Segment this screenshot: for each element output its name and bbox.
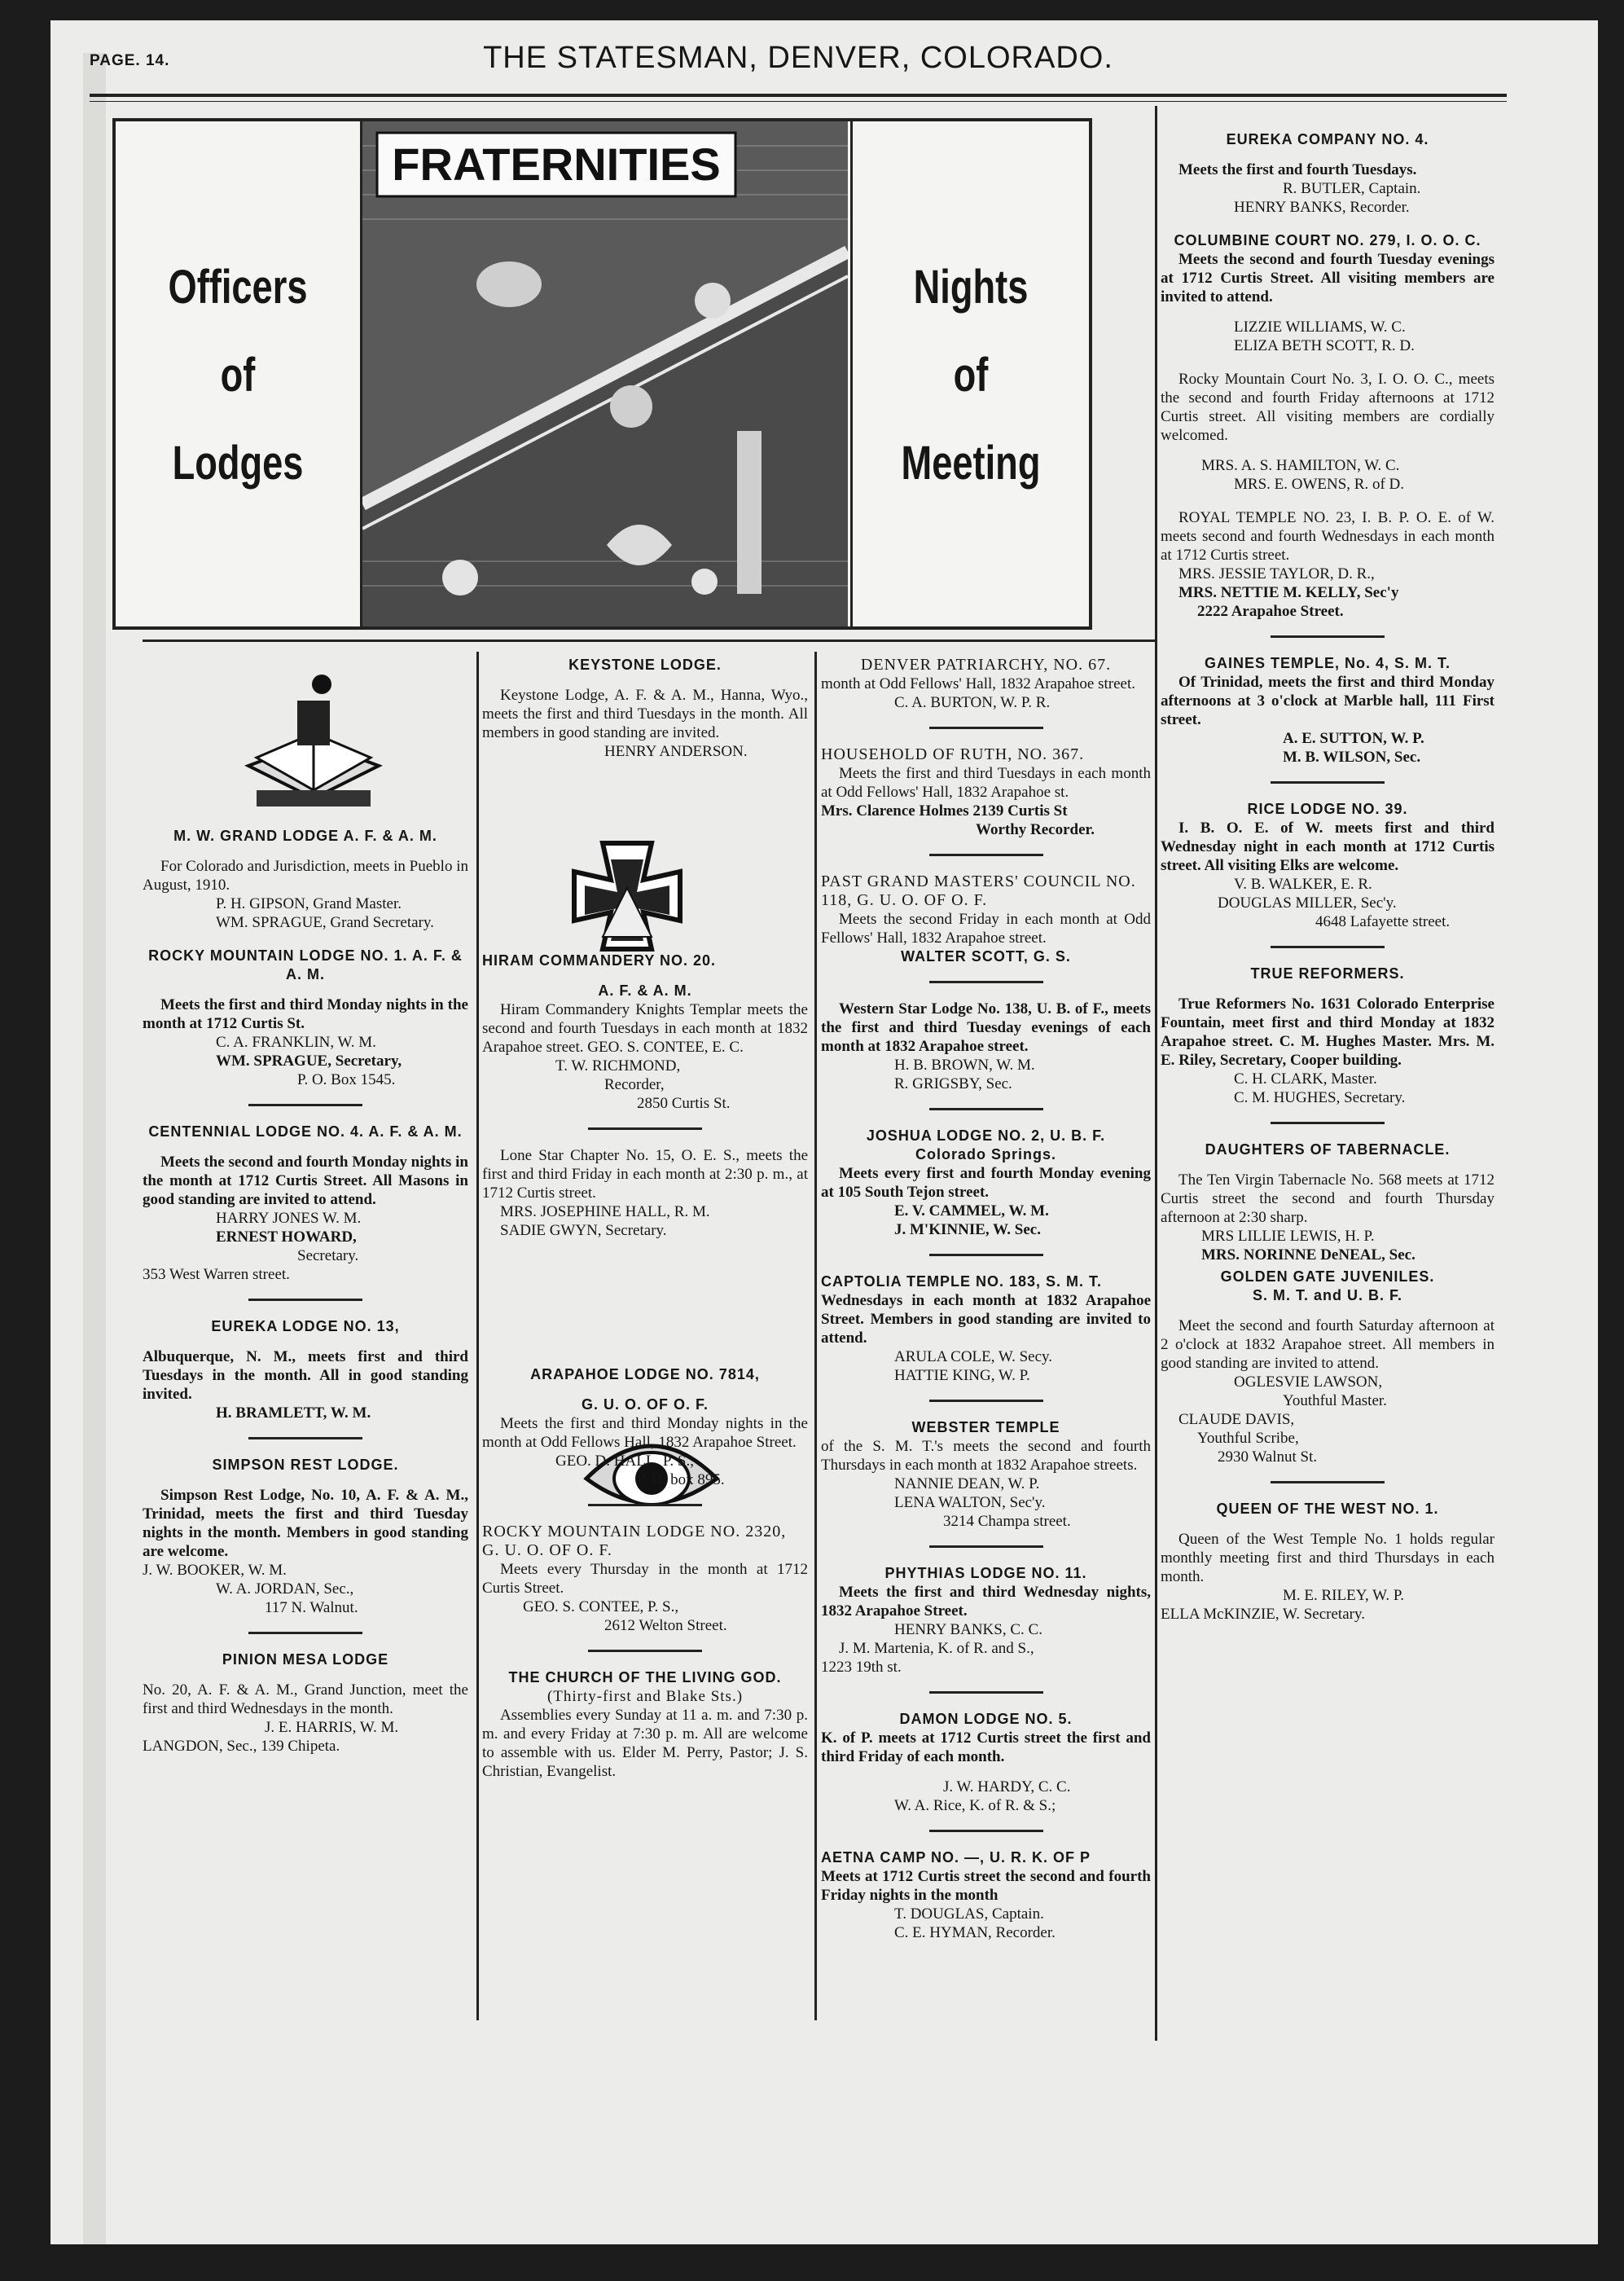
column-2 — [482, 656, 808, 1784]
entry-signature: Youthful Master. — [1283, 1392, 1387, 1409]
entry-signature: 3214 Champa street. — [943, 1513, 1071, 1530]
entry-signature: ERNEST HOWARD, — [216, 1228, 357, 1246]
entry-subheading: S. M. T. and U. B. F. — [1252, 1287, 1402, 1303]
entry-text: Meets every Thursday in the month at 1712 Curtis Street. — [482, 1561, 808, 1597]
entry-heading: M. W. GRAND LODGE A. F. & A. M. — [173, 828, 437, 844]
entry-signature: 1223 19th st. — [821, 1659, 902, 1676]
entry-text: K. of P. meets at 1712 Curtis street the first and third Friday of each month. — [821, 1729, 1151, 1765]
entry-signature: 2222 Arapahoe Street. — [1197, 603, 1344, 620]
entry-heading: ROCKY MOUNTAIN LODGE NO. 2320, G. U. O. OF O. F. — [482, 1523, 787, 1559]
entry-text: Meets the second and fourth Monday nights in the month at 1712 Curtis Street. All Masons in good standing are invited to attend. — [143, 1154, 468, 1208]
entry-signature: MRS. A. S. HAMILTON, W. C. — [1201, 457, 1400, 474]
entry-signature: T. DOUGLAS, Captain. — [894, 1905, 1044, 1923]
fraternities-illustration — [362, 121, 848, 626]
entry-text: Hiram Commandery Knights Templar meets the second and fourth Tuesdays in each month at 1832 Arapahoe street. GEO. S. CONTEE, E. C. — [482, 1001, 808, 1056]
separator-rule — [929, 1254, 1043, 1256]
entry-text: No. 20, A. F. & A. M., Grand Junction, meet the first and third Wednesdays in the month. — [143, 1681, 468, 1717]
lodge-entry — [1161, 1140, 1495, 1264]
entry-signature: J. W. HARDY, C. C. — [943, 1778, 1071, 1795]
banner-illustration — [362, 121, 848, 626]
entry-signature: GEO. D. HALL, P. S., — [555, 1453, 694, 1470]
entry-text: Meets the second Friday in each month at Odd Fellows' Hall, 1832 Arapahoe street. — [821, 911, 1151, 947]
entry-signature: MRS. NORINNE DeNEAL, Sec. — [1201, 1246, 1416, 1264]
entry-heading: CENTENNIAL LODGE NO. 4. A. F. & A. M. — [148, 1123, 463, 1140]
separator-rule — [1271, 1122, 1385, 1124]
lodge-entry — [143, 1650, 468, 1756]
entry-address: 353 West Warren street. — [143, 1266, 290, 1283]
lodge-entry — [821, 656, 1151, 712]
lodge-entry — [482, 1146, 808, 1240]
entry-signature: H. BRAMLETT, W. M. — [216, 1404, 371, 1422]
lodge-entry — [482, 1523, 808, 1635]
entry-signature: HENRY BANKS, Recorder. — [1234, 199, 1410, 216]
entry-heading: DAMON LODGE NO. 5. — [899, 1711, 1073, 1727]
entry-signature: C. H. CLARK, Master. — [1234, 1070, 1377, 1088]
entry-subheading: (Thirty-first and Blake Sts.) — [546, 1688, 744, 1705]
entry-signature: MRS. E. OWENS, R. of D. — [1234, 476, 1405, 493]
entry-signature: W. A. Rice, K. of R. & S.; — [894, 1797, 1056, 1814]
entry-signature: C. E. HYMAN, Recorder. — [894, 1924, 1056, 1941]
entry-signature: MRS. NETTIE M. KELLY, Sec'y — [1178, 584, 1399, 601]
entry-heading: EUREKA COMPANY NO. 4. — [1226, 131, 1429, 147]
masthead-rule-thin — [90, 101, 1507, 102]
newspaper-title: THE STATESMAN, DENVER, COLORADO. — [483, 41, 1113, 75]
separator-rule — [248, 1299, 362, 1301]
entry-heading: THE CHURCH OF THE LIVING GOD. — [508, 1669, 782, 1685]
entry-heading: PINION MESA LODGE — [222, 1651, 389, 1668]
entry-signature: NANNIE DEAN, W. P. — [894, 1475, 1040, 1492]
page-edge — [83, 53, 106, 2244]
entry-text: Keystone Lodge, A. F. & A. M., Hanna, Wyo., meets the first and third Tuesdays in the month. All members in good standing are invited. — [482, 687, 808, 741]
entry-text: Meets the first and fourth Tuesdays. — [1178, 161, 1417, 178]
entry-heading: EUREKA LODGE NO. 13, — [211, 1318, 400, 1334]
entry-text: Meets the first and third Wednesday nights, 1832 Arapahoe Street. — [821, 1584, 1151, 1620]
lodge-entry — [821, 1564, 1151, 1677]
separator-rule — [1271, 1481, 1385, 1483]
column-divider-2 — [814, 652, 817, 2020]
lodge-entry — [821, 1127, 1151, 1239]
lodge-entry — [1161, 654, 1495, 767]
entry-signature: HENRY ANDERSON. — [604, 743, 748, 760]
entry-signature: J. E. HARRIS, W. M. — [265, 1719, 399, 1736]
banner-left-word: Lodges — [172, 437, 304, 490]
entry-signature: GEO. S. CONTEE, P. S., — [523, 1598, 679, 1615]
entry-heading: DENVER PATRIARCHY, NO. 67. — [860, 656, 1112, 674]
entry-signature: Mrs. Clarence Holmes 2139 Curtis St — [821, 802, 1068, 820]
separator-rule — [929, 1400, 1043, 1402]
entry-heading: ARAPAHOE LODGE NO. 7814, — [530, 1366, 760, 1382]
column-divider-1 — [476, 652, 479, 2020]
lodge-entry — [1161, 231, 1495, 355]
entry-text: Simpson Rest Lodge, No. 10, A. F. & A. M., Trinidad, meets the first and third Tuesday nights in the month. Members in good standing are welcome. — [143, 1487, 468, 1560]
entry-signature: ELIZA BETH SCOTT, R. D. — [1234, 337, 1415, 354]
entry-text: For Colorado and Jurisdiction, meets in Pueblo in August, 1910. — [143, 858, 468, 894]
entry-signature: Secretary. — [297, 1247, 359, 1264]
entry-text: Meets the first and third Tuesdays in each month at Odd Fellows' Hall, 1832 Arapahoe st. — [821, 765, 1151, 801]
banner-center-title: FRATERNITIES — [392, 138, 721, 190]
entry-signature: A. E. SUTTON, W. P. — [1283, 730, 1424, 747]
entry-signature: M. B. WILSON, Sec. — [1283, 749, 1421, 766]
entry-signature: SADIE GWYN, Secretary. — [500, 1222, 667, 1239]
separator-rule — [929, 1108, 1043, 1110]
entry-signature: WM. SPRAGUE, Grand Secretary. — [216, 914, 434, 931]
banner-right-word: of — [953, 349, 989, 402]
entry-heading: QUEEN OF THE WEST NO. 1. — [1216, 1501, 1439, 1517]
entry-text: Meets the first and third Monday nights in the month at 1712 Curtis St. — [143, 996, 468, 1032]
column-4 — [1161, 130, 1495, 1627]
entry-text: Meets at 1712 Curtis street the second and fourth Friday nights in the month — [821, 1868, 1151, 1904]
lodge-entry — [1161, 965, 1495, 1107]
lodge-entry — [143, 1317, 468, 1422]
lodge-entry — [143, 947, 468, 1089]
entry-text: ROYAL TEMPLE NO. 23, I. B. P. O. E. of W. meets second and fourth Wednesdays in each month at 1712 Curtis street. — [1161, 509, 1495, 564]
entry-heading: AETNA CAMP NO. —, U. R. K. OF P — [821, 1849, 1091, 1866]
entry-signature: DOUGLAS MILLER, Sec'y. — [1218, 894, 1397, 912]
lodge-entry — [1161, 800, 1495, 931]
banner-bottom-rule — [143, 639, 1157, 642]
column-1 — [143, 827, 468, 1759]
open-bible-emblem-icon — [232, 668, 395, 823]
banner-left-word: of — [220, 349, 256, 402]
entry-signature: ARULA COLE, W. Secy. — [894, 1348, 1053, 1365]
separator-rule — [929, 1545, 1043, 1548]
entry-signature: 117 N. Walnut. — [265, 1599, 358, 1616]
entry-signature: W. A. JORDAN, Sec., — [216, 1580, 354, 1598]
entry-heading: TRUE REFORMERS. — [1250, 965, 1405, 982]
lodge-entry — [821, 1000, 1151, 1093]
separator-rule — [1271, 946, 1385, 948]
entry-signature: LIZZIE WILLIAMS, W. C. — [1234, 319, 1406, 336]
entry-signature: ELLA McKINZIE, W. Secretary. — [1161, 1606, 1365, 1623]
entry-signature: LENA WALTON, Sec'y. — [894, 1494, 1046, 1511]
entry-signature: V. B. WALKER, E. R. — [1234, 876, 1372, 893]
entry-heading: PAST GRAND MASTERS' COUNCIL NO. 118, G. U. O. OF O. F. — [821, 872, 1136, 909]
entry-heading: RICE LODGE NO. 39. — [1247, 801, 1408, 817]
entry-signature: MRS. JOSEPHINE HALL, R. M. — [500, 1203, 710, 1220]
lodge-entry — [482, 656, 808, 761]
entry-signature: T. W. RICHMOND, — [555, 1057, 681, 1075]
entry-signature: C. A. FRANKLIN, W. M. — [216, 1034, 376, 1051]
banner-left-panel — [116, 121, 362, 626]
entry-signature: J. W. BOOKER, W. M. — [143, 1562, 287, 1579]
lodge-entry — [143, 827, 468, 932]
entry-signature: WALTER SCOTT, G. S. — [901, 948, 1071, 965]
entry-signature: P. O. box 895. — [637, 1471, 725, 1488]
banner-right-word: Meeting — [901, 437, 1041, 490]
entry-text: True Reformers No. 1631 Colorado Enterprise Fountain, meet first and third Monday at 1832 Arapahoe street. C. M. Hughes Master. Mrs. M. E. Riley, Secretary, Cooper building. — [1161, 995, 1495, 1069]
entry-signature: MRS LILLIE LEWIS, H. P. — [1201, 1228, 1375, 1245]
entry-signature: M. E. RILEY, W. P. — [1283, 1587, 1405, 1604]
lodge-entry — [1161, 370, 1495, 494]
entry-text: Meets the first and third Monday nights in the month at Odd Fellows Hall, 1832 Arapahoe Street. — [482, 1415, 808, 1451]
separator-rule — [588, 1504, 702, 1506]
lodge-entry — [821, 872, 1151, 966]
entry-text: Of Trinidad, meets the first and third Monday afternoons at 3 o'clock at Marble hall, 111 First street. — [1161, 674, 1495, 728]
entry-text: Western Star Lodge No. 138, U. B. of F., meets the first and third Tuesday evenings of each month at 1832 Arapahoe street. — [821, 1000, 1151, 1055]
lodge-entry — [1161, 1500, 1495, 1624]
entry-text: Assemblies every Sunday at 11 a. m. and 7:30 p. m. and every Friday at 7:30 p. m. All are welcome to assemble with us. Elder M. Perry, Pastor; J. S. Christian, Evangelist. — [482, 1707, 808, 1780]
entry-signature: C. A. BURTON, W. P. R. — [894, 694, 1051, 711]
entry-heading: GOLDEN GATE JUVENILES. — [1220, 1268, 1435, 1285]
entry-signature: HARRY JONES W. M. — [216, 1210, 362, 1227]
entry-text: Meets every first and fourth Monday evening at 105 South Tejon street. — [821, 1165, 1151, 1201]
lodge-entry — [482, 1668, 808, 1781]
separator-rule — [929, 981, 1043, 983]
entry-signature: 4648 Lafayette street. — [1315, 913, 1451, 930]
entry-heading: CAPTOLIA TEMPLE NO. 183, S. M. T. — [821, 1273, 1103, 1290]
entry-heading: COLUMBINE COURT NO. 279, I. O. O. C. — [1174, 232, 1481, 248]
lodge-entry — [482, 952, 808, 1113]
lodge-entry — [821, 1848, 1151, 1942]
separator-rule — [1271, 781, 1385, 784]
entry-signature: J. M. Martenia, K. of R. and S., — [839, 1640, 1034, 1657]
lodge-entry — [821, 745, 1151, 839]
column-divider-right — [1155, 106, 1157, 2041]
entry-text: Meet the second and fourth Saturday afternoon at 2 o'clock at 1832 Arapahoe street. All members in good standing are invited to attend. — [1161, 1317, 1495, 1372]
entry-signature: P. O. Box 1545. — [297, 1071, 396, 1088]
entry-text: month at Odd Fellows' Hall, 1832 Arapahoe street. — [821, 675, 1135, 692]
entry-signature: MRS. JESSIE TAYLOR, D. R., — [1178, 565, 1375, 582]
banner-left-word: Officers — [168, 261, 308, 314]
entry-heading: SIMPSON REST LODGE. — [212, 1457, 399, 1473]
separator-rule — [248, 1104, 362, 1106]
entry-heading: HOUSEHOLD OF RUTH, NO. 367. — [821, 745, 1085, 763]
entry-text: Albuquerque, N. M., meets first and third Tuesdays in the month. All in good standing invited. — [143, 1348, 468, 1403]
entry-heading: GAINES TEMPLE, No. 4, S. M. T. — [1204, 655, 1451, 671]
entry-signature: 2612 Welton Street. — [604, 1617, 727, 1634]
entry-signature: 2930 Walnut St. — [1218, 1448, 1318, 1466]
separator-rule — [588, 1127, 702, 1130]
entry-text: I. B. O. E. of W. meets first and third Wednesday night in each month at 1712 Curtis street. All visiting Elks are welcome. — [1161, 820, 1495, 874]
separator-rule — [929, 727, 1043, 729]
entry-text: Rocky Mountain Court No. 3, I. O. O. C., meets the second and fourth Friday afternoons at 1712 Curtis street. All visiting members are cordially welcomed. — [1161, 371, 1495, 444]
entry-heading: HIRAM COMMANDERY NO. 20. — [482, 952, 717, 969]
entry-signature: HENRY BANKS, C. C. — [894, 1621, 1042, 1638]
separator-rule — [248, 1437, 362, 1439]
entry-heading: ROCKY MOUNTAIN LODGE NO. 1. A. F. & A. M. — [148, 947, 463, 982]
lodge-entry — [821, 1272, 1151, 1385]
entry-signature: E. V. CAMMEL, W. M. — [894, 1202, 1049, 1220]
entry-heading: PHYTHIAS LODGE NO. 11. — [884, 1565, 1087, 1581]
entry-text: Queen of the West Temple No. 1 holds regular monthly meeting first and third Thursdays in each month. — [1161, 1531, 1495, 1585]
masthead — [90, 41, 1507, 81]
separator-rule — [929, 1691, 1043, 1694]
lodge-entry — [143, 1123, 468, 1284]
entry-signature: WM. SPRAGUE, Secretary, — [216, 1053, 402, 1070]
entry-heading: JOSHUA LODGE NO. 2, U. B. F. — [866, 1127, 1106, 1144]
entry-signature: OGLESVIE LAWSON, — [1234, 1373, 1383, 1391]
entry-subheading: A. F. & A. M. — [598, 982, 692, 999]
entry-signature: Recorder, — [604, 1076, 665, 1093]
entry-signature: 2850 Curtis St. — [637, 1095, 731, 1112]
lodge-entry — [821, 1710, 1151, 1815]
page-number: PAGE. 14. — [90, 52, 170, 69]
entry-subheading: G. U. O. OF O. F. — [581, 1396, 709, 1413]
separator-rule — [1271, 635, 1385, 638]
entry-text: Meets the second and fourth Tuesday evenings at 1712 Curtis Street. All visiting members are invited to attend. — [1161, 251, 1495, 305]
entry-signature: H. B. BROWN, W. M. — [894, 1057, 1035, 1074]
entry-text: The Ten Virgin Tabernacle No. 568 meets at 1712 Curtis street the second and fourth Thursday afternoon at 2:30 sharp. — [1161, 1171, 1495, 1226]
entry-signature: C. M. HUGHES, Secretary. — [1234, 1089, 1406, 1106]
masthead-rule — [90, 94, 1507, 97]
entry-text: Lone Star Chapter No. 15, O. E. S., meets the first and third Friday in each month at 2:30 p. m., at 1712 Curtis street. — [482, 1147, 808, 1202]
entry-signature: Youthful Scribe, — [1197, 1430, 1299, 1447]
entry-signature: CLAUDE DAVIS, — [1178, 1411, 1295, 1428]
separator-rule — [929, 854, 1043, 856]
entry-heading: DAUGHTERS OF TABERNACLE. — [1205, 1141, 1451, 1158]
lodge-entry — [1161, 130, 1495, 217]
lodge-entry — [821, 1418, 1151, 1531]
column-3 — [821, 656, 1151, 1945]
entry-signature: Worthy Recorder. — [976, 821, 1095, 838]
entry-subheading: Colorado Springs. — [915, 1146, 1056, 1162]
entry-signature: J. M'KINNIE, W. Sec. — [894, 1221, 1041, 1238]
lodge-entry — [1161, 1268, 1495, 1466]
entry-signature: R. GRIGSBY, Sec. — [894, 1075, 1012, 1092]
entry-signature: P. H. GIPSON, Grand Master. — [216, 895, 402, 912]
lodge-entry — [143, 1456, 468, 1617]
banner-right-panel — [850, 121, 1089, 626]
separator-rule — [588, 1650, 702, 1652]
lodge-entry — [1161, 508, 1495, 621]
entry-signature: R. BUTLER, Captain. — [1283, 180, 1421, 197]
entry-signature: LANGDON, Sec., 139 Chipeta. — [143, 1738, 340, 1755]
separator-rule — [248, 1632, 362, 1634]
separator-rule — [929, 1830, 1043, 1832]
entry-text: Wednesdays in each month at 1832 Arapahoe Street. Members in good standing are invited to attend. — [821, 1292, 1151, 1347]
entry-signature: HATTIE KING, W. P. — [894, 1367, 1030, 1384]
fraternities-banner — [112, 118, 1092, 630]
entry-text: of the S. M. T.'s meets the second and fourth Thursdays in each month at 1832 Arapahoe streets. — [821, 1438, 1151, 1474]
entry-heading: KEYSTONE LODGE. — [568, 657, 722, 673]
entry-heading: WEBSTER TEMPLE — [911, 1419, 1060, 1435]
banner-right-word: Nights — [913, 261, 1029, 314]
lodge-entry — [482, 1365, 808, 1489]
